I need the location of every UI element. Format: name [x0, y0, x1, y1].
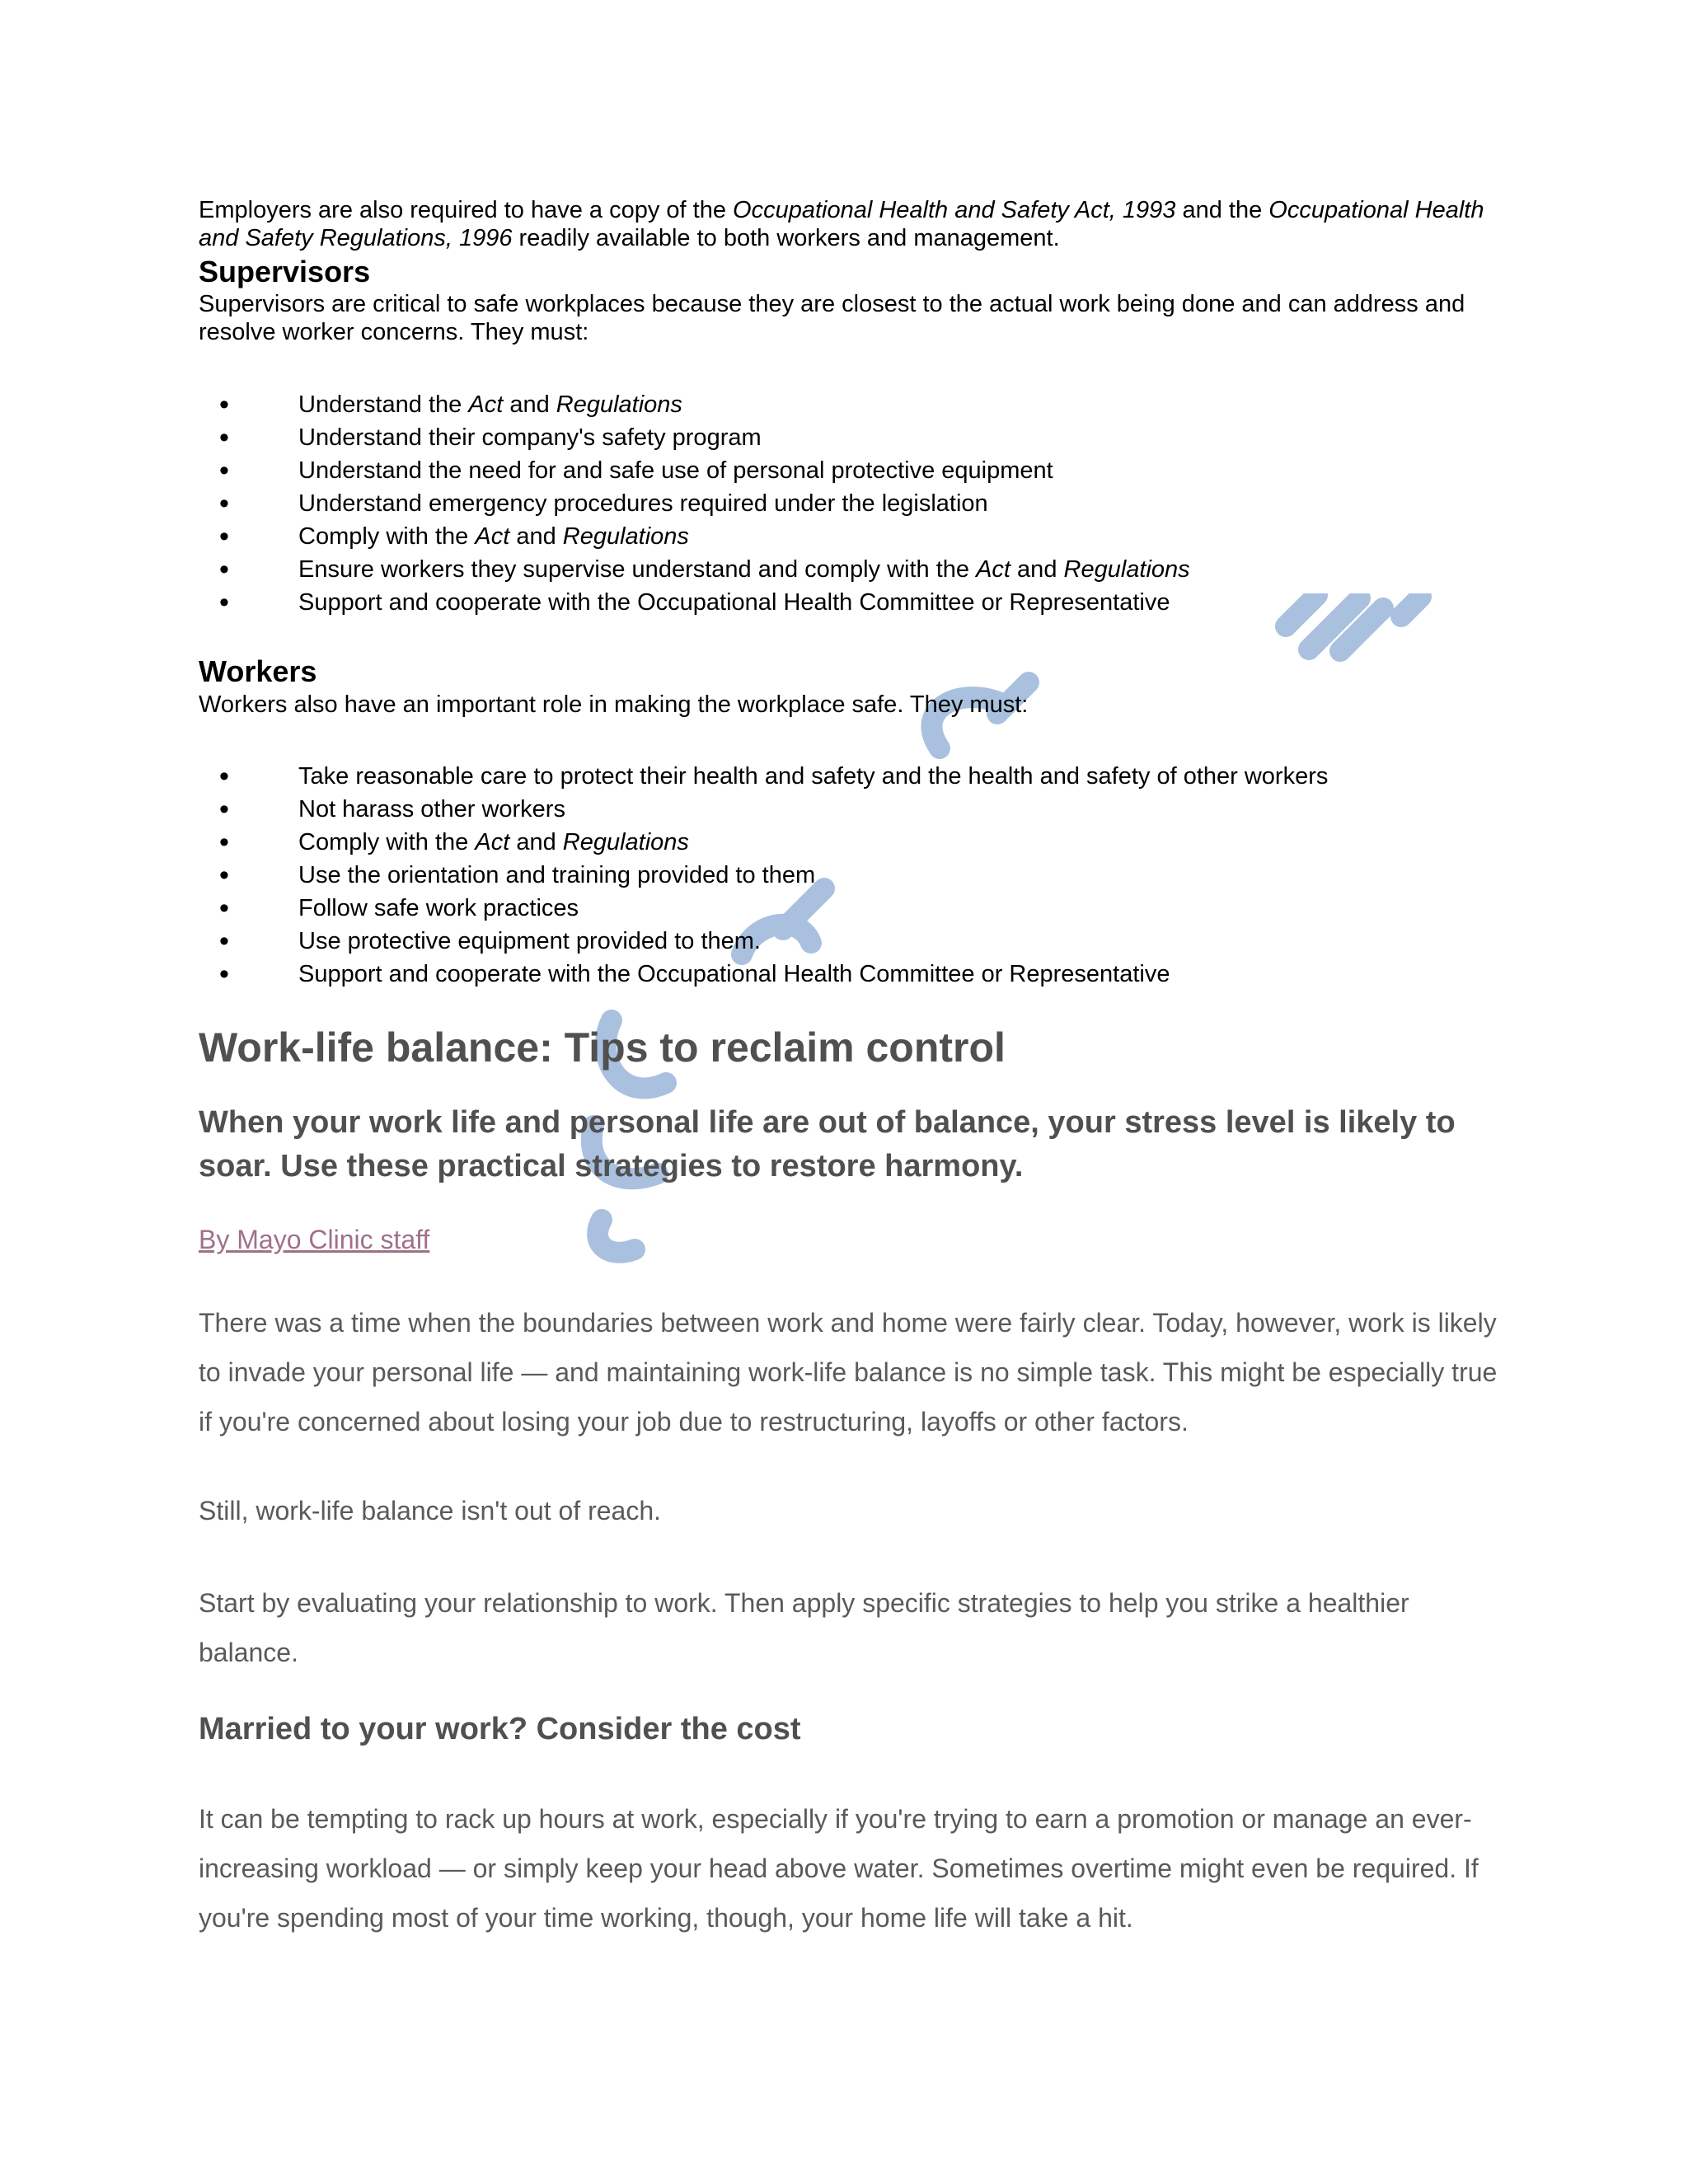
list-item: • Understand their company's safety program — [199, 421, 1501, 454]
intro-text: Employers are also required to have a copy of the — [199, 197, 734, 223]
workers-list — [199, 760, 1501, 991]
act-title: Occupational Health and Safety Act, 1993 — [733, 197, 1176, 223]
article-section-heading: Married to your work? Consider the cost — [199, 1712, 801, 1746]
intro-paragraph — [199, 196, 1501, 252]
workers-heading: Workers — [199, 654, 317, 688]
list-item: • Understand the Act and Regulations — [199, 388, 1501, 421]
regulations-title: Occupational Health and Safety Regulations, 1996 — [199, 197, 1484, 251]
list-item: • Comply with the Act and Regulations — [199, 520, 1501, 553]
article-paragraph: It can be tempting to rack up hours at work, especially if you're trying to earn a promotion or manage an ever-increasing workload — or simply keep your head above water. Sometimes overtime might even be required. If you're spending most of your time working, though, your home life will take a hit. — [199, 1804, 1479, 1933]
article-title: Work-life balance: Tips to reclaim control — [199, 1024, 1006, 1071]
supervisors-list — [199, 388, 1501, 619]
list-item: • Take reasonable care to protect their health and safety and the health and safety of other workers — [199, 760, 1501, 793]
list-item: • Use protective equipment provided to them. — [199, 925, 1501, 958]
supervisors-heading: Supervisors — [199, 255, 371, 288]
intro-text: and the — [1175, 197, 1269, 223]
document-body — [199, 0, 1501, 2184]
workers-intro: Workers also have an important role in making the workplace safe. They must: — [199, 691, 1029, 718]
byline-link[interactable]: By Mayo Clinic staff — [199, 1225, 430, 1254]
list-item: • Follow safe work practices — [199, 892, 1501, 925]
list-item: • Support and cooperate with the Occupational Health Committee or Representative — [199, 958, 1501, 991]
article-paragraph: Start by evaluating your relationship to work. Then apply specific strategies to help you strike a healthier balance. — [199, 1588, 1409, 1667]
article-subtitle: When your work life and personal life are out of balance, your stress level is likely to soar. Use these practical strategies to restore harmony. — [199, 1105, 1456, 1183]
list-item: • Comply with the Act and Regulations — [199, 826, 1501, 859]
article-paragraph: There was a time when the boundaries between work and home were fairly clear. Today, however, work is likely to invade your personal life — and maintaining work-life balance is no simple task. This might be especially true if you're concerned about losing your job due to restructuring, layoffs or other factors. — [199, 1308, 1498, 1436]
supervisors-intro: Supervisors are critical to safe workplaces because they are closest to the actual work being done and can address and resolve worker concerns. They must: — [199, 291, 1465, 345]
intro-text: readily available to both workers and management. — [512, 225, 1060, 251]
list-item: • Understand the need for and safe use of personal protective equipment — [199, 454, 1501, 487]
list-item: • Use the orientation and training provided to them — [199, 859, 1501, 892]
list-item: • Understand emergency procedures required under the legislation — [199, 487, 1501, 520]
list-item: • Not harass other workers — [199, 793, 1501, 826]
list-item: • Ensure workers they supervise understand and comply with the Act and Regulations — [199, 553, 1501, 586]
list-item: • Support and cooperate with the Occupational Health Committee or Representative — [199, 586, 1501, 619]
article-paragraph: Still, work-life balance isn't out of reach. — [199, 1496, 662, 1526]
